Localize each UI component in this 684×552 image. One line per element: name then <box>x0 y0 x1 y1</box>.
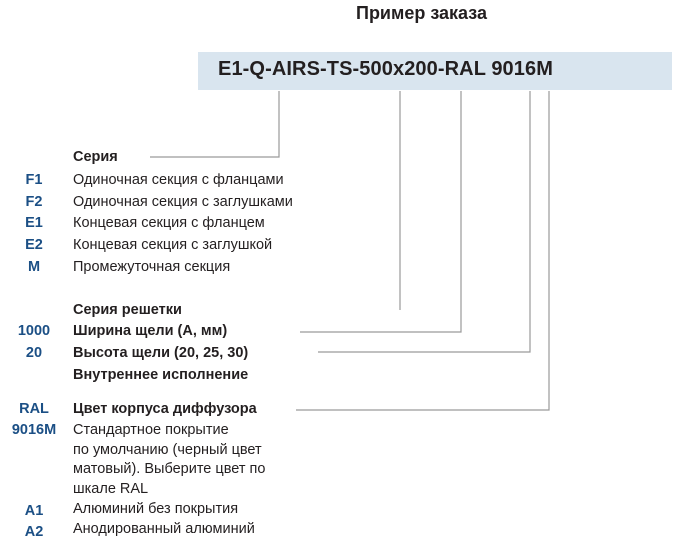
series-code-f1: F1 <box>25 172 43 188</box>
slot-height-code: 20 <box>25 345 43 361</box>
leader-line-series <box>150 91 279 157</box>
order-example-title: Пример заказа <box>356 3 488 23</box>
color-label-a1: Алюминий без покрытия <box>73 501 239 517</box>
series-label-f2: Одиночная секция с заглушками <box>73 194 293 210</box>
leader-line-width <box>300 91 461 332</box>
series-label-m: Промежуточная секция <box>73 259 231 275</box>
series-label-e2: Концевая секция с заглушкой <box>73 237 273 253</box>
color-description-line: матовый). Выберите цвет по <box>73 461 266 477</box>
color-description-line: Стандартное покрытие <box>73 422 229 438</box>
color-code-a1: A1 <box>24 503 44 519</box>
series-label-f1: Одиночная секция с фланцами <box>73 172 284 188</box>
slot-width-label: Ширина щели (А, мм) <box>73 323 228 339</box>
series-heading: Серия <box>73 149 118 165</box>
body-color-heading: Цвет корпуса диффузора <box>73 401 257 417</box>
series-label-e1: Концевая секция с фланцем <box>73 215 265 231</box>
color-label-a2: Анодированный алюминий <box>73 521 255 537</box>
series-code-e2: E2 <box>25 237 43 253</box>
ral-code-line1: RAL <box>19 401 49 417</box>
leader-line-height <box>318 91 530 352</box>
grille-series-heading: Серия решетки <box>73 302 182 318</box>
color-description-line: шкале RAL <box>73 481 149 497</box>
order-code: E1-Q-AIRS-TS-500x200-RAL 9016M <box>218 58 553 80</box>
color-code-a2: A2 <box>24 524 44 540</box>
color-description-line: по умолчанию (черный цвет <box>73 442 262 458</box>
leader-line-color <box>296 91 549 410</box>
series-code-e1: E1 <box>25 215 43 231</box>
ral-code-line2: 9016M <box>11 422 57 438</box>
series-code-m: M <box>27 259 41 275</box>
slot-height-label: Высота щели (20, 25, 30) <box>73 345 249 361</box>
internal-design-label: Внутреннее исполнение <box>73 367 249 383</box>
slot-width-code: 1000 <box>17 323 51 339</box>
series-code-f2: F2 <box>25 194 43 210</box>
